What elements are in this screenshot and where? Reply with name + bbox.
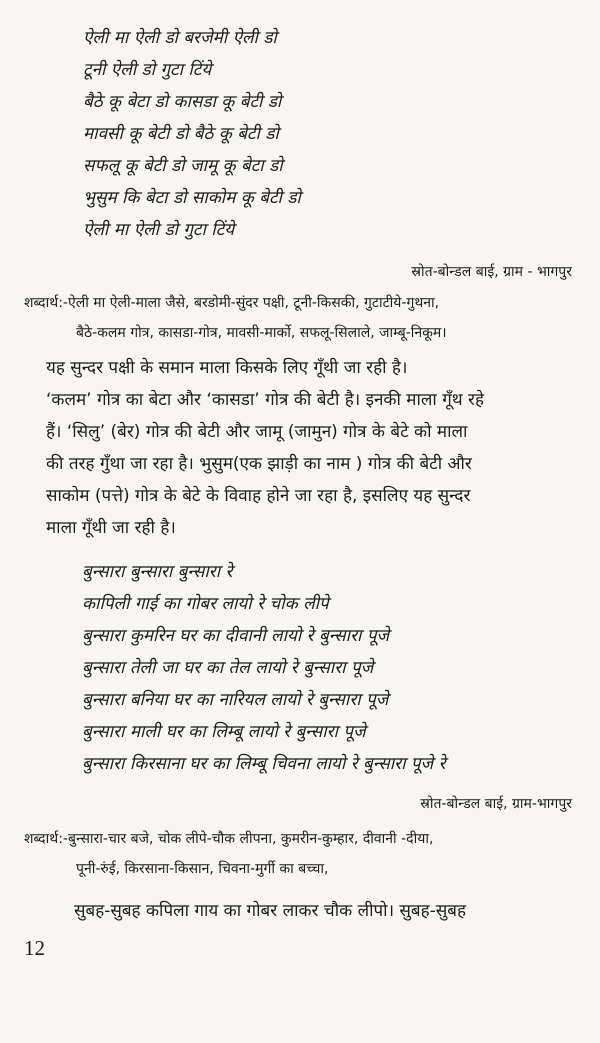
poem-line: सफलू कू बेटी डो जामू कू बेटा डो — [83, 156, 283, 176]
paragraph-line: हैं। ‘सिलु’ (बेर) गोत्र की बेटी और जामू (जामुन) गोत्र के बेटे को माला — [46, 422, 468, 442]
paragraph-line: की तरह गुँथा जा रहा है। भुसुम(एक झाड़ी का नाम ) गोत्र की बेटी और — [46, 454, 472, 474]
poem-line: मावसी कू बेटी डो बैठे कू बेटी डो — [83, 124, 279, 144]
paragraph-line: ‘कलम’ गोत्र का बेटा और ‘कासडा’ गोत्र की बेटी है। इनकी माला गूँथ रहे — [46, 390, 485, 410]
paragraph-line: यह सुन्दर पक्षी के समान माला किसके लिए गूँथी जा रही है। — [46, 358, 408, 378]
poem-line: टूनी ऐली डो गुटा टिंये — [83, 60, 212, 80]
poem-verse-2 — [82, 556, 446, 780]
poem-line: बुन्सारा किरसाना घर का लिम्बू चिवना लायो रे बुन्सारा पूजे रे — [82, 754, 446, 774]
poem-line: बुन्सारा माली घर का लिम्बू लायो रे बुन्सारा पूजे — [82, 722, 366, 742]
poem-line: बुन्सारा तेली जा घर का तेल लायो रे बुन्सारा पूजे — [82, 658, 374, 678]
poem-line: ऐली मा ऐली डो बरजेमी ऐली डो — [83, 28, 277, 48]
poem-line: बुन्सारा कुमरिन घर का दीवानी लायो रे बुन्सारा पूजे — [82, 626, 390, 646]
glossary-line: बैठे-कलम गोत्र, कासडा-गोत्र, मावसी-मार्को, सफलू-सिलाले, जाम्बू-निकूम। — [76, 325, 447, 341]
glossary-line: पूनी-रुंई, किरसाना-किसान, चिवना-मुर्गी का बच्चा, — [76, 861, 329, 877]
continuing-paragraph: सुबह-सुबह कपिला गाय का गोबर लाकर चौक लीपो। सुबह-सुबह — [74, 901, 466, 921]
poem-verse-1 — [83, 22, 301, 246]
page-number: 12 — [24, 936, 45, 960]
explanation-paragraph — [46, 352, 572, 544]
glossary-2 — [24, 824, 576, 884]
poem-line: कापिली गाई का गोबर लायो रे चोक लीपे — [82, 594, 329, 614]
poem-line: ऐली मा ऐली डो गुटा टिंये — [83, 220, 235, 240]
glossary-line: शब्दार्थ:-ऐली मा ऐली-माला जैसे, बरडोमी-सुंदर पक्षी, टूनी-किसकी, गुटाटीये-गुथना, — [24, 295, 440, 311]
poem-line: बुन्सारा बुन्सारा बुन्सारा रे — [82, 562, 233, 582]
source-credit-1: स्रोत-बोन्डल बाई, ग्राम - भागपुर — [411, 264, 572, 280]
paragraph-line: माला गूँथी जा रही है। — [46, 518, 176, 538]
paragraph-line: साकोम (पत्ते) गोत्र के बेटे के विवाह होने जा रहा है, इसलिए यह सुन्दर — [46, 486, 471, 506]
poem-line: बैठे कू बेटा डो कासडा कू बेटी डो — [83, 92, 282, 112]
glossary-1 — [24, 288, 576, 348]
poem-line: भुसुम कि बेटा डो साकोम कू बेटी डो — [83, 188, 301, 208]
poem-line: बुन्सारा बनिया घर का नारियल लायो रे बुन्सारा पूजे — [82, 690, 389, 710]
glossary-line: शब्दार्थ:-बुन्सारा-चार बजे, चोक लीपे-चौक लीपना, कुमरीन-कुम्हार, दीवानी -दीया, — [24, 831, 434, 847]
source-credit-2: स्रोत-बोन्डल बाई, ग्राम-भागपुर — [420, 796, 572, 812]
